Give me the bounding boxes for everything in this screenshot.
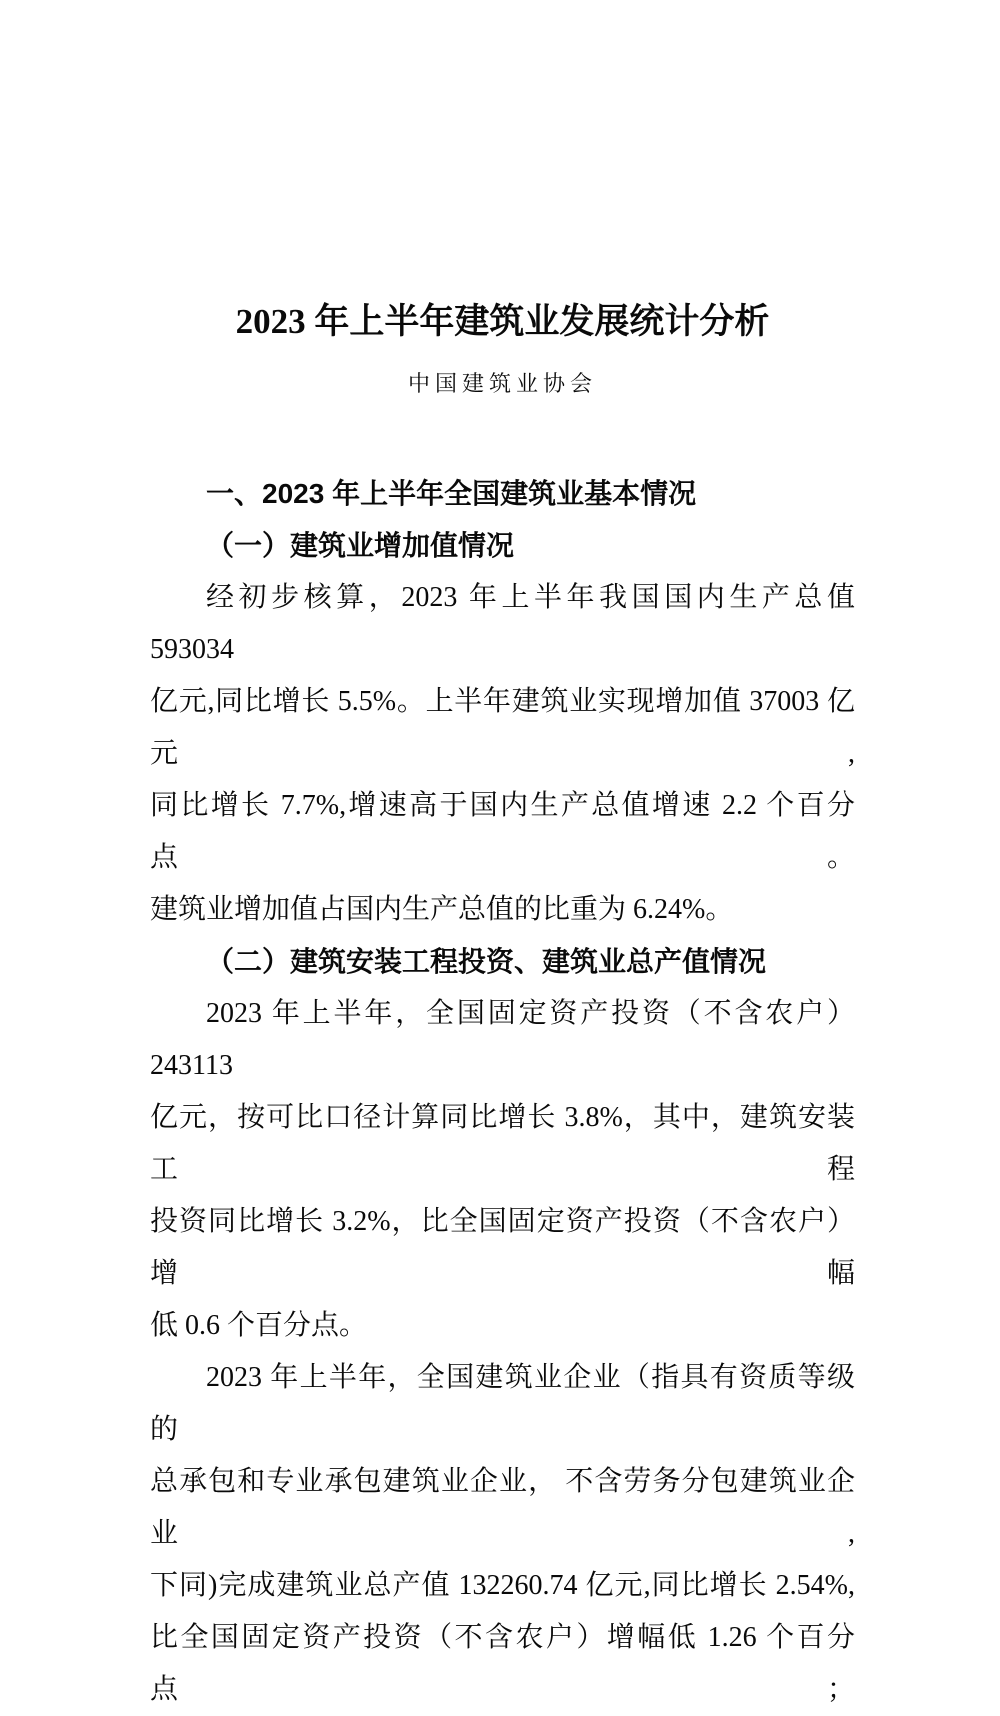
section-heading-basic-situation: 一、2023 年上半年全国建筑业基本情况 (206, 478, 697, 509)
subsection-heading-added-value: （一）建筑业增加值情况 (206, 530, 515, 561)
paragraph-total-output (150, 1352, 855, 1716)
text-line: 同比增长 7.7%,增速高于国内生产总值增速 2.2 个百分点。 (150, 790, 855, 873)
text-line: 低 0.6 个百分点。 (150, 1310, 368, 1341)
text-line: 总承包和专业承包建筑业企业， 不含劳务分包建筑业企业, (150, 1466, 855, 1549)
text-line: 2023 年上半年，全国固定资产投资（不含农户）243113 (150, 998, 855, 1081)
document-content (150, 0, 855, 1716)
document-title: 2023 年上半年建筑业发展统计分析 (235, 302, 770, 341)
text-line: 亿元,同比增长 5.5%。上半年建筑业实现增加值 37003 亿元, (150, 686, 855, 769)
document-subtitle: 中国建筑业协会 (407, 371, 597, 396)
text-line: 投资同比增长 3.2%，比全国固定资产投资（不含农户）增幅 (150, 1206, 855, 1289)
text-line: 亿元，按可比口径计算同比增长 3.8%，其中，建筑安装工程 (150, 1102, 855, 1185)
paragraph-added-value (150, 572, 855, 936)
text-line: 2023 年上半年，全国建筑业企业（指具有资质等级的 (150, 1362, 855, 1445)
paragraph-investment (150, 988, 855, 1352)
text-line: 经初步核算，2023 年上半年我国国内生产总值 593034 (150, 582, 855, 665)
text-line: 比全国固定资产投资（不含农户）增幅低 1.26 个百分点； (150, 1622, 855, 1705)
text-line: 下同)完成建筑业总产值 132260.74 亿元,同比增长 2.54%, (150, 1570, 855, 1601)
text-line: 建筑业增加值占国内生产总值的比重为 6.24%。 (150, 894, 734, 925)
subsection-heading-investment-output: （二）建筑安装工程投资、建筑业总产值情况 (206, 946, 767, 977)
